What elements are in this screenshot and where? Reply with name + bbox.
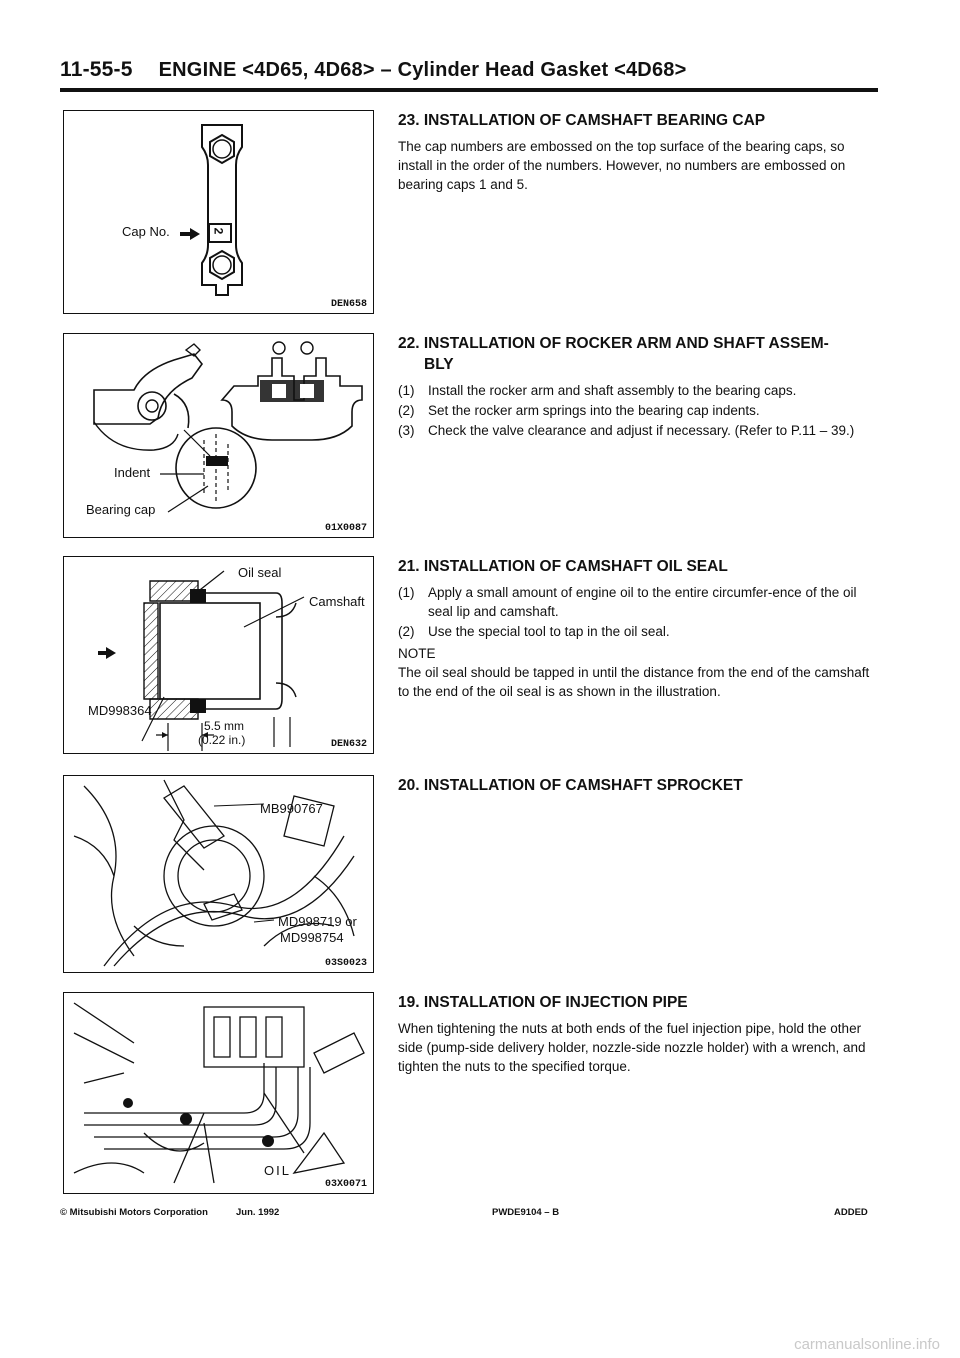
figure-code: 03X0071 bbox=[324, 1179, 367, 1190]
tool-md998754-label: MD998754 bbox=[280, 930, 344, 945]
dimension-mm-label: 5.5 mm bbox=[204, 719, 245, 733]
tool-md998719-label: MD998719 or bbox=[278, 914, 357, 929]
step-item bbox=[398, 622, 882, 641]
figure-sprocket bbox=[63, 775, 374, 973]
step-text: Use the special tool to tap in the oil seal. bbox=[428, 624, 670, 639]
section-heading: 21. INSTALLATION OF CAMSHAFT OIL SEAL bbox=[398, 558, 728, 575]
footer-status: ADDED bbox=[834, 1207, 868, 1218]
step-number: (1) bbox=[398, 383, 415, 398]
step-text: Install the rocker arm and shaft assembly to the bearing caps. bbox=[428, 383, 797, 398]
page-title: ENGINE <4D65, 4D68> – Cylinder Head Gasket <4D68> bbox=[158, 59, 687, 81]
step-number: (3) bbox=[398, 423, 415, 438]
step-number: (2) bbox=[398, 403, 415, 418]
oil-label: OIL bbox=[264, 1163, 291, 1178]
step-text: Apply a small amount of engine oil to the entire circumfer-ence of the oil seal lip and camshaft. bbox=[428, 585, 857, 619]
step-text: Check the valve clearance and adjust if necessary. (Refer to P.11 – 39.) bbox=[428, 423, 855, 438]
section-23 bbox=[398, 110, 882, 194]
embossed-number: 2 bbox=[211, 227, 226, 235]
step-item bbox=[398, 401, 882, 420]
heading-line-2: BLY bbox=[424, 356, 454, 373]
footer-copyright: © Mitsubishi Motors Corporation bbox=[60, 1207, 208, 1218]
footer-date: Jun. 1992 bbox=[236, 1207, 280, 1218]
oil-seal-label: Oil seal bbox=[238, 565, 282, 580]
camshaft-label: Camshaft bbox=[309, 594, 365, 609]
section-21 bbox=[398, 556, 882, 701]
bearing-cap-illustration bbox=[64, 111, 372, 311]
step-number: (2) bbox=[398, 624, 415, 639]
page-number: 11-55-5 bbox=[60, 58, 133, 81]
note-heading: NOTE bbox=[398, 646, 436, 661]
cap-no-label: Cap No. bbox=[122, 224, 170, 239]
step-list bbox=[398, 583, 882, 641]
figure-code: DEN632 bbox=[330, 739, 367, 750]
bearing-cap-label: Bearing cap bbox=[86, 502, 156, 517]
section-heading: 19. INSTALLATION OF INJECTION PIPE bbox=[398, 994, 688, 1011]
section-heading: 23. INSTALLATION OF CAMSHAFT BEARING CAP bbox=[398, 112, 766, 129]
step-text: Set the rocker arm springs into the bearing cap indents. bbox=[428, 403, 760, 418]
step-item bbox=[398, 583, 882, 621]
section-19 bbox=[398, 992, 882, 1076]
figure-oil-seal bbox=[63, 556, 374, 754]
figure-bearing-cap bbox=[63, 110, 374, 314]
figure-injection-pipe bbox=[63, 992, 374, 1194]
indent-label: Indent bbox=[114, 465, 151, 480]
page-header bbox=[60, 58, 686, 82]
step-list bbox=[398, 381, 882, 440]
section-body: When tightening the nuts at both ends of the fuel injection pipe, hold the other side (pump-side delivery holder, nozzle-side nozzle holder) with a wrench, and tighten the nuts to the specified torque. bbox=[398, 1021, 866, 1074]
figure-rocker-arm bbox=[63, 333, 374, 538]
step-item bbox=[398, 381, 882, 400]
dimension-in-label: (0.22 in.) bbox=[198, 733, 246, 747]
header-rule bbox=[60, 88, 878, 92]
section-22 bbox=[398, 333, 882, 441]
footer-doc-code: PWDE9104 – B bbox=[492, 1207, 560, 1218]
figure-code: 01X0087 bbox=[324, 523, 367, 534]
section-body: The cap numbers are embossed on the top surface of the bearing caps, so install in the order of the numbers. However, no numbers are embossed on bearing caps 1 and 5. bbox=[398, 139, 846, 192]
heading-line-1: 22. INSTALLATION OF ROCKER ARM AND SHAFT ASSEM- bbox=[398, 335, 829, 352]
figure-code: DEN658 bbox=[330, 299, 367, 310]
tool-mb990767-label: MB990767 bbox=[260, 801, 323, 816]
step-item bbox=[398, 421, 882, 440]
step-number: (1) bbox=[398, 585, 415, 600]
injection-pipe-illustration bbox=[64, 993, 372, 1191]
section-heading bbox=[398, 333, 882, 375]
section-20 bbox=[398, 775, 882, 802]
watermark: carmanualsonline.info bbox=[794, 1336, 940, 1353]
tool-md998364-label: MD998364 bbox=[88, 703, 152, 718]
section-heading: 20. INSTALLATION OF CAMSHAFT SPROCKET bbox=[398, 777, 743, 794]
figure-code: 03S0023 bbox=[324, 958, 367, 969]
note-body: The oil seal should be tapped in until the distance from the end of the camshaft to the end of the oil seal is as shown in the illustration. bbox=[398, 665, 870, 699]
